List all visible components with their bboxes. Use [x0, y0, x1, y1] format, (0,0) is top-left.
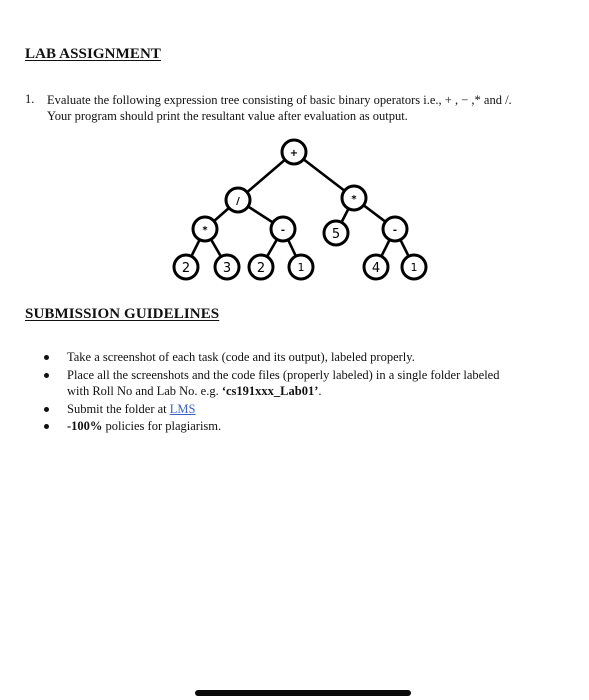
guideline-text: Take a screenshot of each task (code and its output), labeled properly.	[67, 350, 415, 364]
guideline-text	[67, 401, 580, 418]
node-label: /	[236, 196, 240, 207]
tree-node-left-operator	[226, 188, 250, 212]
bullet-icon	[44, 355, 49, 360]
expression-tree-diagram	[150, 135, 440, 285]
node-label: *	[202, 225, 208, 236]
guideline-item	[40, 418, 580, 435]
node-label: -	[280, 225, 286, 236]
node-label: *	[351, 194, 357, 205]
tree-leaf-3	[215, 255, 239, 279]
tree-leaf-4	[364, 255, 388, 279]
question-line-1: Evaluate the following expression tree consisting of basic binary operators i.e., + , − ,* and /.	[47, 93, 512, 107]
guideline-text-prefix: with Roll No and Lab No. e.g.	[67, 384, 222, 398]
tree-node-left-left-operator	[193, 217, 217, 241]
tree-leaf-2	[174, 255, 198, 279]
bullet-icon	[44, 407, 49, 412]
tree-node-left-right-operator	[271, 217, 295, 241]
leaf-label: 3	[222, 261, 232, 276]
guideline-item	[40, 349, 580, 366]
guideline-text-rest: policies for plagiarism.	[102, 419, 222, 433]
home-indicator-bar[interactable]	[195, 690, 411, 696]
guideline-text-prefix: Submit the folder at	[67, 401, 170, 416]
node-label: -	[392, 225, 398, 236]
plagiarism-penalty: -100%	[67, 419, 103, 433]
submission-guidelines-heading: SUBMISSION GUIDELINES	[25, 306, 220, 322]
guidelines-list	[40, 349, 580, 436]
guideline-text-suffix: .	[318, 384, 322, 398]
leaf-label: 2	[181, 261, 191, 276]
tree-leaf-5	[324, 221, 348, 245]
lab-assignment-heading: LAB ASSIGNMENT	[25, 46, 162, 62]
leaf-label: 2	[256, 261, 266, 276]
guideline-item	[40, 367, 580, 400]
guideline-text-continued	[67, 383, 580, 400]
tree-node-right-right-operator	[383, 217, 407, 241]
guideline-text: Place all the screenshots and the code files (properly labeled) in a single folder labeled	[67, 367, 500, 382]
tree-leaf-1	[289, 255, 313, 279]
bullet-icon	[44, 424, 49, 429]
leaf-label: 4	[371, 261, 381, 276]
folder-name-example: ‘cs191xxx_Lab01’	[221, 384, 319, 398]
guideline-text	[67, 418, 580, 435]
question-line-2: Your program should print the resultant value after evaluation as output.	[47, 109, 408, 123]
tree-node-right-operator	[342, 186, 366, 210]
question-number: 1.	[25, 92, 35, 106]
bullet-icon	[44, 373, 49, 378]
lms-link[interactable]: LMS	[169, 401, 196, 416]
guideline-item	[40, 401, 580, 418]
leaf-label: 5	[331, 227, 341, 242]
leaf-label: 1	[297, 261, 305, 274]
question-text	[47, 92, 582, 124]
tree-leaf-2-second	[249, 255, 273, 279]
tree-node-root	[282, 140, 306, 164]
tree-leaf-1-second	[402, 255, 426, 279]
leaf-label: 1	[410, 261, 418, 274]
node-label: +	[289, 148, 299, 159]
